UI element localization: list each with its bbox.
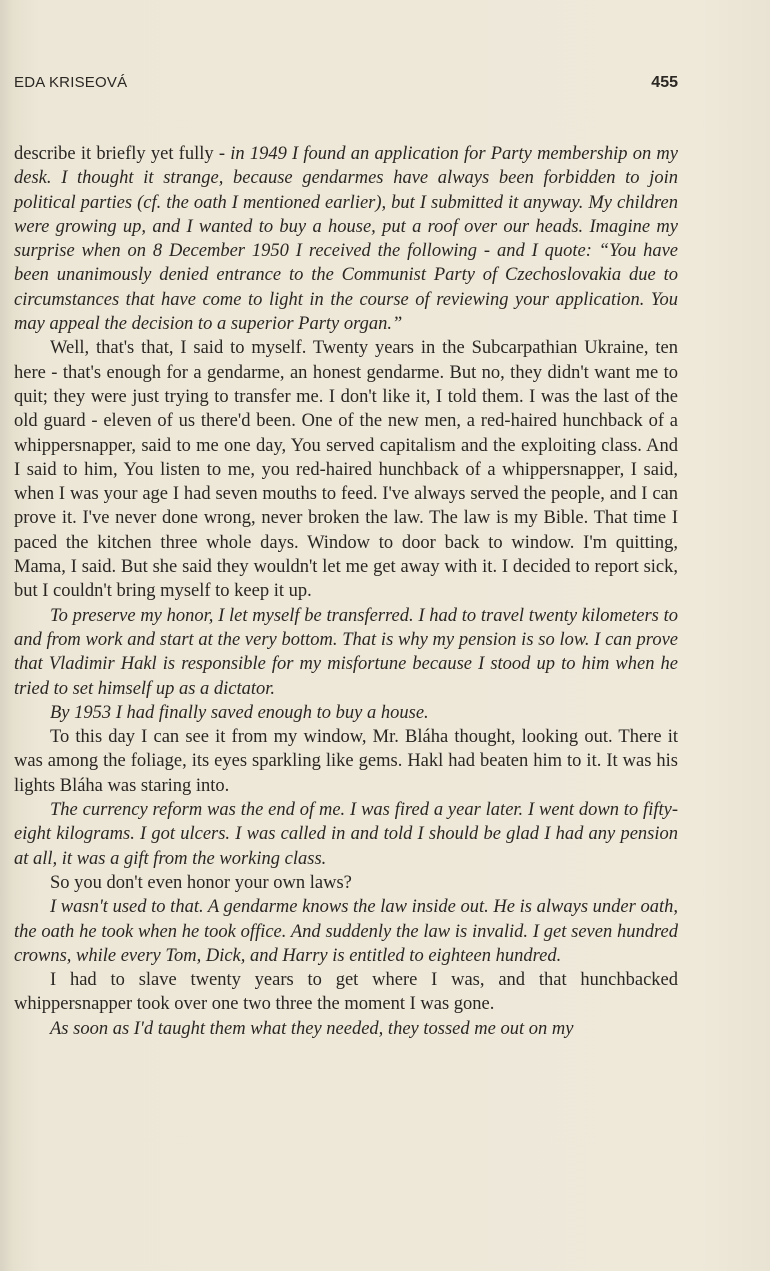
paragraph-2: Well, that's that, I said to myself. Twenty years in the Subcarpathian Ukraine, ten here - that's enough for a gendarme, an honest gendarme. But no, they didn't want me to quit; they were just trying to transfer me. I don't like it, I told them. I was the last of the old guard - eleven of us there'd been. One of the new men, a red-haired hunchback of a whippersnapper, said to me one day, You served capitalism and the exploiting class. And I said to him, You listen to me, you red-haired hunchback of a whippersnapper, I said, when I was your age I had seven mouths to feed. I've always served the people, and I can prove it. I've never done wrong, never broken the law. The law is my Bible. That time I paced the kitchen three whole days. Window to door back to window. I'm quitting, Mama, I said. But she said they wouldn't let me get away with it. I decided to report sick, but I couldn't bring myself to keep it up. [14,338,678,602]
running-head: EDA KRISEOVÁ [14,74,128,91]
paragraph-4: By 1953 I had finally saved enough to buy a house. [50,702,429,723]
paragraph-1-lead: describe it briefly yet fully - [14,144,231,164]
paragraph-7: So you don't even honor your own laws? [50,872,352,893]
body-text [14,142,678,1041]
paragraph-3: To preserve my honor, I let myself be transferred. I had to travel twenty kilometers to and from work and start at the very bottom. That is why my pension is so low. I can prove that Vladimir Hakl is responsible for my misfortune because I stood up to him when he tried to set himself up as a dictator. [14,605,678,699]
page-number: 455 [651,74,678,91]
paragraph-9: I had to slave twenty years to get where I was, and that hunchbacked whippersnapper took over one two three the moment I was gone. [14,970,678,1015]
paragraph-1-quote: in 1949 I found an application for Party membership on my desk. I thought it strange, because gendarmes have always been forbidden to join political parties (cf. the oath I mentioned earlier), but I submitted it anyway. My children were growing up, and I wanted to buy a house, put a roof over our heads. Imagine my surprise when on 8 December 1950 I received the following - and I quote: “You have been unanimously denied entrance to the Communist Party of Czechoslovakia due to circumstances that have come to light in the course of reviewing your application. You may appeal the decision to a superior Party organ.” [14,144,679,335]
page-header [14,74,678,98]
paragraph-10: As soon as I'd taught them what they needed, they tossed me out on my [50,1018,574,1039]
paragraph-8: I wasn't used to that. A gendarme knows the law inside out. He is always under oath, the oath he took when he took office. And suddenly the law is invalid. I get seven hundred crowns, while every Tom, Dick, and Harry is entitled to eighteen hundred. [14,897,678,966]
paragraph-6: The currency reform was the end of me. I was fired a year later. I went down to fifty-eight kilograms. I got ulcers. I was called in and told I should be glad I had any pension at all, it was a gift from the working class. [14,800,678,869]
paragraph-5: To this day I can see it from my window, Mr. Bláha thought, looking out. There it was among the foliage, its eyes sparkling like gems. Hakl had beaten him to it. It was his lights Bláha was staring into. [14,727,678,796]
paragraph-1 [14,142,678,336]
